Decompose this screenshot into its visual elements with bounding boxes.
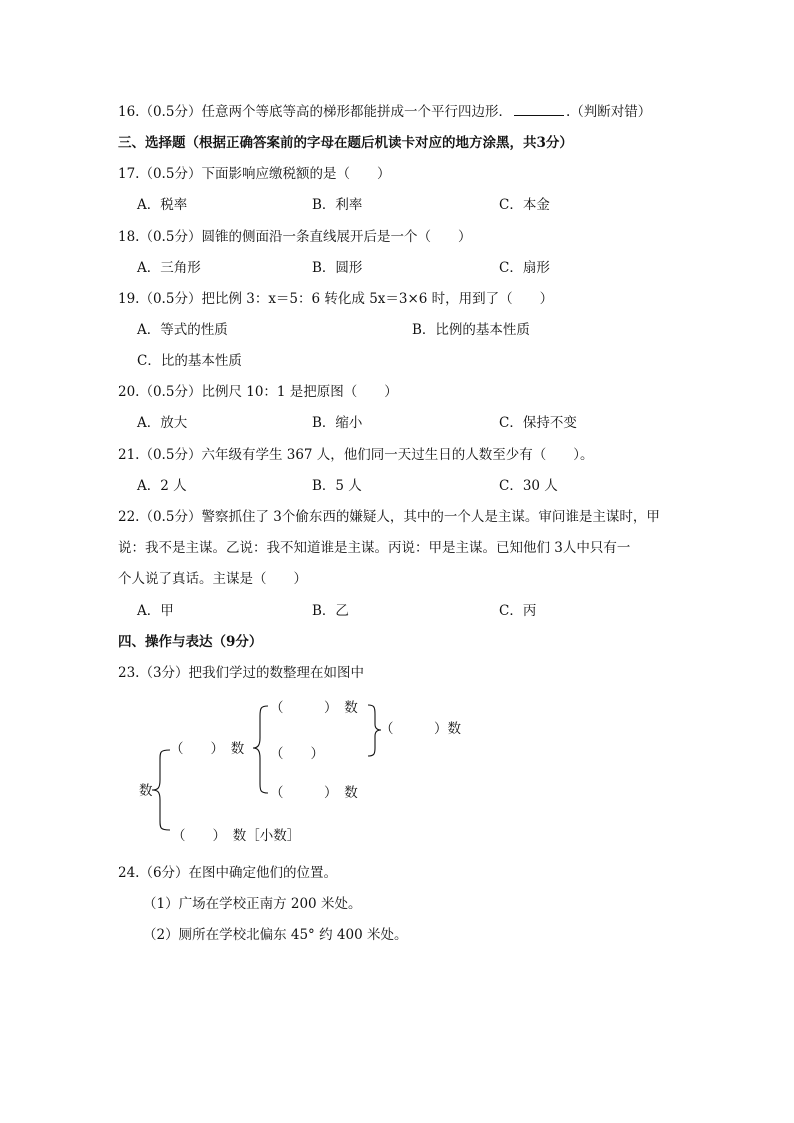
q19-option-a[interactable]: A．等式的性质 xyxy=(137,322,228,338)
q17-option-b[interactable]: B．利率 xyxy=(312,197,363,213)
diagram-branch-1[interactable]: （ ） 数 xyxy=(170,741,245,757)
q20-option-a[interactable]: A．放大 xyxy=(137,415,188,431)
question-24: 24.（6分）在图中确定他们的位置。 xyxy=(118,865,338,881)
brace-root xyxy=(152,750,170,830)
q18-option-c[interactable]: C．扇形 xyxy=(499,260,550,276)
q18-option-a[interactable]: A．三角形 xyxy=(137,260,201,276)
question-22-line-1: 22.（0.5分）警察抓住了 3个偷东西的嫌疑人，其中的一个人是主谋。审问谁是主谋时，甲 xyxy=(118,509,660,525)
question-18: 18.（0.5分）圆锥的侧面沿一条直线展开后是一个（ ） xyxy=(118,229,472,245)
q19-option-c[interactable]: C．比的基本性质 xyxy=(137,353,242,369)
q17-option-c[interactable]: C．本金 xyxy=(499,197,550,213)
question-24-part-1: （1）广场在学校正南方 200 米处。 xyxy=(143,896,362,912)
q21-option-c[interactable]: C．30 人 xyxy=(499,478,558,494)
section-4-title: 四、操作与表达（9分） xyxy=(118,634,263,650)
q21-option-a[interactable]: A．2 人 xyxy=(137,478,187,494)
question-22-line-2: 说：我不是主谋。乙说：我不知道谁是主谋。丙说：甲是主谋。已知他们 3人中只有一 xyxy=(118,540,631,556)
q22-option-c[interactable]: C．丙 xyxy=(499,603,537,619)
q20-option-b[interactable]: B．缩小 xyxy=(312,415,363,431)
diagram-sub-3[interactable]: （ ） 数 xyxy=(270,785,358,801)
q17-option-a[interactable]: A．税率 xyxy=(137,197,188,213)
question-21: 21.（0.5分）六年级有学生 367 人，他们同一天过生日的人数至少有（ ）。 xyxy=(118,447,594,463)
question-19: 19.（0.5分）把比例 3：x＝5：6 转化成 5x＝3×6 时，用到了（ ） xyxy=(118,291,554,307)
question-20: 20.（0.5分）比例尺 10：1 是把原图（ ） xyxy=(118,384,398,400)
question-24-part-2: （2）厕所在学校北偏东 45° 约 400 米处。 xyxy=(143,927,408,943)
q20-option-c[interactable]: C．保持不变 xyxy=(499,415,577,431)
diagram-root: 数 xyxy=(139,783,153,799)
question-22-line-3: 个人说了真话。主谋是（ ） xyxy=(118,571,307,587)
q19-option-b[interactable]: B．比例的基本性质 xyxy=(412,322,530,338)
question-17: 17.（0.5分）下面影响应缴税额的是（ ） xyxy=(118,166,391,182)
q18-option-b[interactable]: B．圆形 xyxy=(312,260,363,276)
diagram-branch-2[interactable]: （ ） 数［小数］ xyxy=(172,828,301,844)
section-3-title: 三、选择题（根据正确答案前的字母在题后机读卡对应的地方涂黑，共3分） xyxy=(118,135,573,151)
q21-option-b[interactable]: B．5 人 xyxy=(312,478,362,494)
q22-option-b[interactable]: B．乙 xyxy=(312,603,349,619)
diagram-merged[interactable]: （ ）数 xyxy=(380,721,461,737)
question-16-suffix: .（判断对错） xyxy=(565,104,652,120)
diagram-sub-1[interactable]: （ ） 数 xyxy=(270,700,358,716)
q22-option-a[interactable]: A．甲 xyxy=(137,603,174,619)
question-23: 23.（3分）把我们学过的数整理在如图中 xyxy=(118,665,365,681)
brace-branch xyxy=(253,706,268,793)
question-16-text: 16.（0.5分）任意两个等底等高的梯形都能拼成一个平行四边形． xyxy=(118,104,512,120)
diagram-sub-2[interactable]: （ ） xyxy=(270,746,324,762)
